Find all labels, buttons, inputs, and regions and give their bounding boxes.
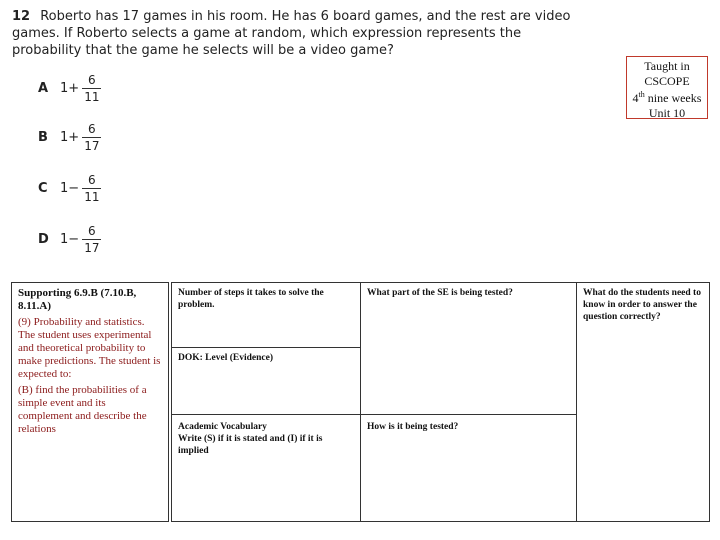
choice-letter: D (38, 232, 49, 247)
question-text (12, 8, 587, 59)
choice-c[interactable] (38, 173, 101, 204)
choice-a[interactable] (38, 73, 101, 104)
fraction: $\frac{6}{17}$ (84, 122, 100, 153)
choice-expression: 1 + $\frac{6}{11}$ (60, 73, 100, 104)
question-body: Roberto has 17 games in his room. He has 6 board games, and the rest are video games. If Roberto selects a game at random, which expression represents the probability that the game he selects will be a video game? (12, 9, 571, 58)
taught-in-box: Taught in CSCOPE 4th nine weeks Unit 10 (626, 56, 708, 119)
standard-heading: Supporting 6.9.B (7.10.B, 8.11.A) (18, 287, 137, 312)
fraction: $\frac{6}{11}$ (84, 173, 100, 204)
choice-expression: 1 + $\frac{6}{17}$ (60, 122, 100, 153)
students-need-cell[interactable]: What do the students need to know in order to answer the question correctly? (576, 282, 710, 522)
choice-d[interactable] (38, 224, 101, 255)
standard-expectation: (B) find the probabilities of a simple event and its complement and describe the relations (18, 384, 147, 435)
vocabulary-cell[interactable]: Academic Vocabulary Write (S) if it is stated and (I) if it is implied (171, 414, 361, 522)
se-part-cell[interactable]: What part of the SE is being tested? (360, 282, 577, 415)
question-number: 12 (12, 9, 31, 24)
choice-expression: 1 − $\frac{6}{11}$ (60, 173, 100, 204)
choice-letter: C (38, 181, 48, 196)
standard-description: (9) Probability and statistics. The student uses experimental and theoretical probability to make predictions. The student is expected to: (18, 316, 161, 380)
choice-letter: B (38, 130, 48, 145)
choice-b[interactable] (38, 122, 101, 153)
fraction: $\frac{6}{17}$ (84, 224, 100, 255)
standard-box (11, 282, 169, 522)
fraction: $\frac{6}{11}$ (84, 73, 100, 104)
choice-expression: 1 − $\frac{6}{17}$ (60, 224, 100, 255)
choice-letter: A (38, 81, 49, 96)
steps-cell[interactable]: Number of steps it takes to solve the problem. (171, 282, 361, 348)
how-tested-cell[interactable]: How is it being tested? (360, 414, 577, 522)
dok-cell[interactable]: DOK: Level (Evidence) (171, 347, 361, 415)
